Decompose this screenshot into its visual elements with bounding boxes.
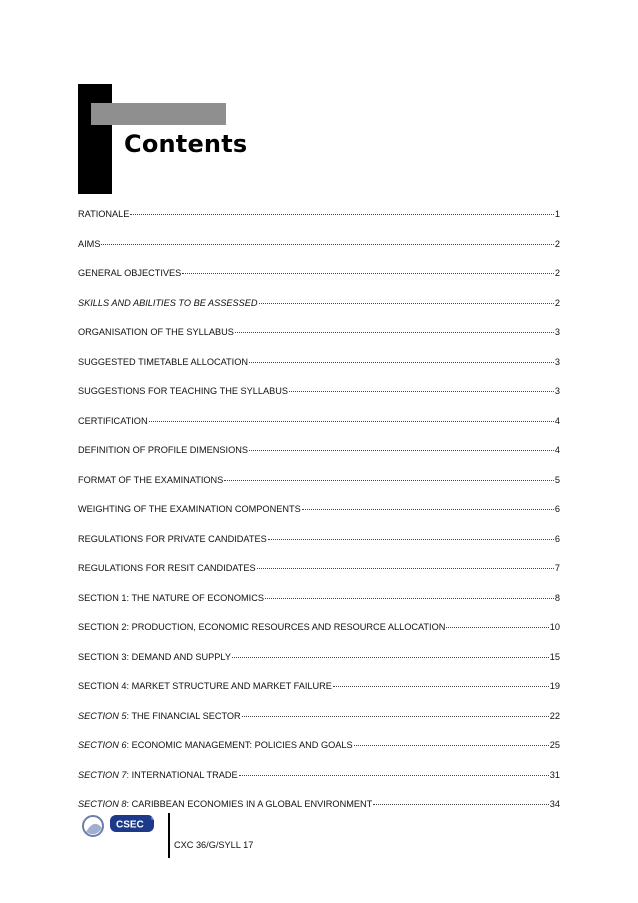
toc-entry-page: 3 <box>554 327 560 337</box>
toc-entry-suggestions-teaching[interactable] <box>78 384 560 414</box>
toc-section-title: : CARIBBEAN ECONOMIES IN A GLOBAL ENVIRONMENT <box>126 799 373 809</box>
footer-syllabus-code: CXC 36/G/SYLL 17 <box>174 840 254 850</box>
toc-entry-certification[interactable] <box>78 414 560 444</box>
toc-entry-weighting[interactable] <box>78 502 560 532</box>
toc-entry-label: WEIGHTING OF THE EXAMINATION COMPONENTS <box>78 504 301 514</box>
toc-entry-page: 4 <box>554 415 560 426</box>
toc-leader-dots <box>242 716 549 717</box>
registered-mark: ® <box>151 816 155 822</box>
toc-entry-label: DEFINITION OF PROFILE DIMENSIONS <box>78 445 248 455</box>
toc-section-title: : INTERNATIONAL TRADE <box>126 769 238 780</box>
toc-leader-dots <box>265 598 554 599</box>
toc-entry-page: 6 <box>554 533 560 544</box>
toc-section-number: SECTION 1 <box>78 592 127 603</box>
toc-leader-dots <box>302 509 554 510</box>
toc-leader-dots <box>239 775 549 776</box>
toc-entry-label: GENERAL OBJECTIVES <box>78 268 182 278</box>
toc-entry-label <box>78 679 332 693</box>
cxc-csec-logo <box>80 812 162 846</box>
toc-entry-label <box>78 650 231 664</box>
toc-entry-label: CERTIFICATION <box>78 415 148 426</box>
toc-entry-skills-and-abilities[interactable] <box>78 296 560 326</box>
toc-entry-section-3[interactable] <box>78 650 560 680</box>
toc-section-number: SECTION 6 <box>78 740 127 750</box>
toc-section-title: : PRODUCTION, ECONOMIC RESOURCES AND RESOURCE ALLOCATION <box>126 622 446 632</box>
toc-entry-general-objectives[interactable] <box>78 266 560 296</box>
toc-entry-page: 31 <box>549 769 560 780</box>
toc-entry-page: 4 <box>554 445 560 455</box>
toc-leader-dots <box>373 804 549 805</box>
toc-entry-private-candidates[interactable] <box>78 532 560 562</box>
toc-entry-page: 6 <box>554 504 560 514</box>
toc-entry-label: SUGGESTIONS FOR TEACHING THE SYLLABUS <box>78 386 288 396</box>
toc-entry-resit-candidates[interactable] <box>78 561 560 591</box>
toc-entry-label: FORMAT OF THE EXAMINATIONS <box>78 474 224 485</box>
toc-entry-page: 1 <box>554 209 560 219</box>
toc-leader-dots <box>232 657 549 658</box>
toc-entry-label: RATIONALE <box>78 209 130 219</box>
toc-section-title: : DEMAND AND SUPPLY <box>126 651 231 662</box>
title-grey-bar <box>91 103 226 125</box>
toc-entry-label: ORGANISATION OF THE SYLLABUS <box>78 327 234 337</box>
toc-entry-profile-dimensions[interactable] <box>78 443 560 473</box>
toc-entry-label <box>78 620 445 634</box>
toc-entry-page: 34 <box>549 799 560 809</box>
toc-entry-label <box>78 738 353 752</box>
toc-section-title: : ECONOMIC MANAGEMENT: POLICIES AND GOALS <box>126 740 353 750</box>
toc-leader-dots <box>354 745 549 746</box>
footer-divider <box>168 813 170 858</box>
toc-section-title: : MARKET STRUCTURE AND MARKET FAILURE <box>126 681 332 691</box>
toc-entry-page: 25 <box>549 740 560 750</box>
toc-entry-organisation[interactable] <box>78 325 560 355</box>
toc-entry-aims[interactable] <box>78 237 560 267</box>
toc-entry-rationale[interactable] <box>78 207 560 237</box>
toc-entry-label: AIMS <box>78 238 101 249</box>
toc-section-title: : THE FINANCIAL SECTOR <box>126 710 241 721</box>
toc-section-number: SECTION 2 <box>78 622 127 632</box>
page-title: Contents <box>124 130 248 158</box>
toc-leader-dots <box>268 539 554 540</box>
title-black-bar <box>78 84 112 194</box>
toc-entry-label: REGULATIONS FOR RESIT CANDIDATES <box>78 563 256 573</box>
toc-entry-section-1[interactable] <box>78 591 560 621</box>
toc-leader-dots <box>249 450 554 451</box>
toc-entry-page: 8 <box>554 592 560 603</box>
toc-leader-dots <box>149 421 554 422</box>
toc-section-number: SECTION 8 <box>78 799 127 809</box>
toc-section-number: SECTION 4 <box>78 681 127 691</box>
toc-entry-page: 10 <box>549 622 560 632</box>
toc-entry-section-4[interactable] <box>78 679 560 709</box>
toc-entry-page: 19 <box>549 681 560 691</box>
toc-entry-timetable[interactable] <box>78 355 560 385</box>
toc-leader-dots <box>257 568 554 569</box>
toc-entry-label: SKILLS AND ABILITIES TO BE ASSESSED <box>78 297 258 308</box>
toc-section-number: SECTION 7 <box>78 769 127 780</box>
toc-entry-page: 5 <box>554 474 560 485</box>
toc-entry-format-examinations[interactable] <box>78 473 560 503</box>
toc-entry-label: SUGGESTED TIMETABLE ALLOCATION <box>78 356 249 367</box>
toc-leader-dots <box>130 214 553 215</box>
toc-entry-label <box>78 797 372 811</box>
toc-entry-page: 3 <box>554 356 560 367</box>
toc-entry-label: REGULATIONS FOR PRIVATE CANDIDATES <box>78 533 267 544</box>
toc-section-number: SECTION 3 <box>78 651 127 662</box>
csec-badge-text: CSEC <box>116 819 144 831</box>
toc-entry-page: 2 <box>554 238 560 249</box>
toc-leader-dots <box>446 627 548 628</box>
toc-entry-label <box>78 591 264 605</box>
toc-entry-section-5[interactable] <box>78 709 560 739</box>
toc-entry-label <box>78 768 238 782</box>
toc-leader-dots <box>289 391 554 392</box>
toc-entry-page: 2 <box>554 268 560 278</box>
toc-entry-page: 3 <box>554 386 560 396</box>
toc-leader-dots <box>259 303 554 304</box>
toc-leader-dots <box>249 362 554 363</box>
toc-section-title: : THE NATURE OF ECONOMICS <box>126 592 264 603</box>
toc-leader-dots <box>224 480 554 481</box>
toc-leader-dots <box>182 273 554 274</box>
toc-entry-section-2[interactable] <box>78 620 560 650</box>
toc-entry-page: 22 <box>549 710 560 721</box>
toc-entry-page: 7 <box>554 563 560 573</box>
toc-entry-section-6[interactable] <box>78 738 560 768</box>
toc-entry-page: 15 <box>549 651 560 662</box>
table-of-contents <box>78 207 560 827</box>
toc-entry-section-7[interactable] <box>78 768 560 798</box>
toc-leader-dots <box>333 686 549 687</box>
toc-entry-label <box>78 709 241 723</box>
toc-leader-dots <box>101 244 553 245</box>
toc-section-number: SECTION 5 <box>78 710 127 721</box>
toc-entry-page: 2 <box>554 297 560 308</box>
toc-leader-dots <box>235 332 554 333</box>
